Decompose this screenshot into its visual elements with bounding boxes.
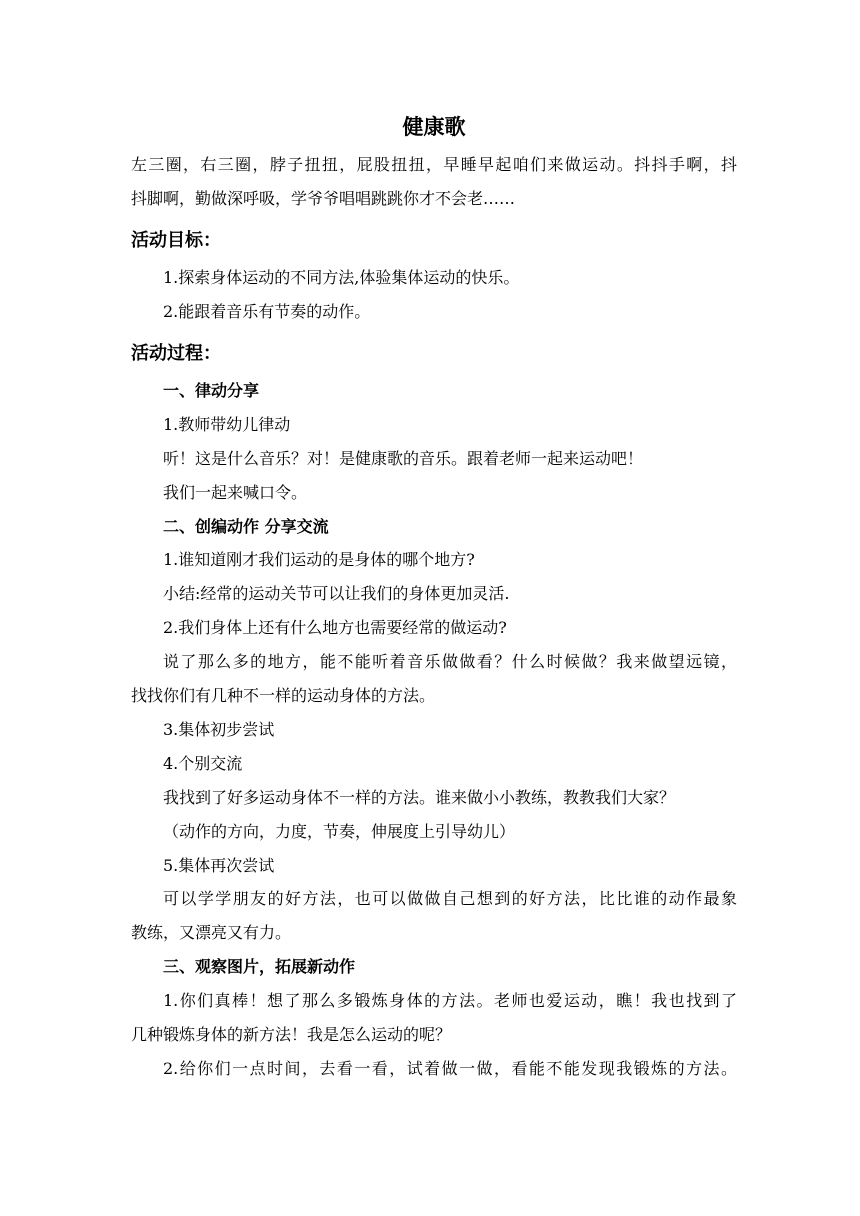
section-2-line-7: 4.个别交流 — [163, 754, 243, 773]
section-2-line-4: 说了那么多的地方，能不能听着音乐做做看？什么时候做？我来做望远镜， — [163, 652, 737, 671]
process-heading: 活动过程： — [131, 343, 221, 364]
section-1-line-2: 听！这是什么音乐？对！是健康歌的音乐。跟着老师一起来运动吧！ — [163, 449, 644, 468]
section-2-line-10: 5.集体再次尝试 — [163, 856, 275, 875]
section-3-title: 三、观察图片，拓展新动作 — [163, 957, 356, 976]
section-2-line-12: 教练，又漂亮又有力。 — [131, 923, 292, 942]
section-2-line-1: 1.谁知道刚才我们运动的是身体的哪个地方? — [163, 550, 475, 569]
section-2-line-11: 可以学学朋友的好方法，也可以做做自己想到的好方法，比比谁的动作最象 — [163, 889, 737, 908]
section-3-line-2: 几种锻炼身体的新方法！我是怎么运动的呢？ — [131, 1025, 452, 1044]
section-3-line-1: 1.你们真棒！想了那么多锻炼身体的方法。老师也爱运动，瞧！我也找到了 — [163, 991, 737, 1010]
goal-item-1: 1.探索身体运动的不同方法,体验集体运动的快乐。 — [163, 268, 520, 287]
section-2-line-9: （动作的方向，力度，节奏，伸展度上引导幼儿） — [163, 822, 516, 841]
section-2-line-6: 3.集体初步尝试 — [163, 720, 275, 739]
section-2-title: 二、创编动作 分享交流 — [163, 517, 329, 536]
section-1-line-1: 1.教师带幼儿律动 — [163, 415, 291, 434]
section-2-line-5: 找找你们有几种不一样的运动身体的方法。 — [131, 686, 436, 705]
goal-item-2: 2.能跟着音乐有节奏的动作。 — [163, 302, 371, 321]
section-2-line-2: 小结:经常的运动关节可以让我们的身体更加灵活. — [163, 584, 510, 603]
section-2-line-8: 我找到了好多运动身体不一样的方法。谁来做小小教练，教教我们大家？ — [163, 788, 676, 807]
intro-line-2: 抖脚啊，勤做深呼吸，学爷爷唱唱跳跳你才不会老…… — [131, 189, 516, 208]
goals-heading: 活动目标： — [131, 230, 221, 251]
section-1-title: 一、律动分享 — [163, 381, 260, 400]
document-title: 健康歌 — [402, 115, 466, 139]
section-3-line-3: 2.给你们一点时间，去看一看，试着做一做，看能不能发现我锻炼的方法。 — [163, 1059, 737, 1078]
section-1-line-3: 我们一起来喊口令。 — [163, 483, 308, 502]
intro-line-1: 左三圈，右三圈，脖子扭扭，屁股扭扭，早睡早起咱们来做运动。抖抖手啊，抖 — [131, 155, 737, 174]
section-2-line-3: 2.我们身体上还有什么地方也需要经常的做运动? — [163, 618, 507, 637]
